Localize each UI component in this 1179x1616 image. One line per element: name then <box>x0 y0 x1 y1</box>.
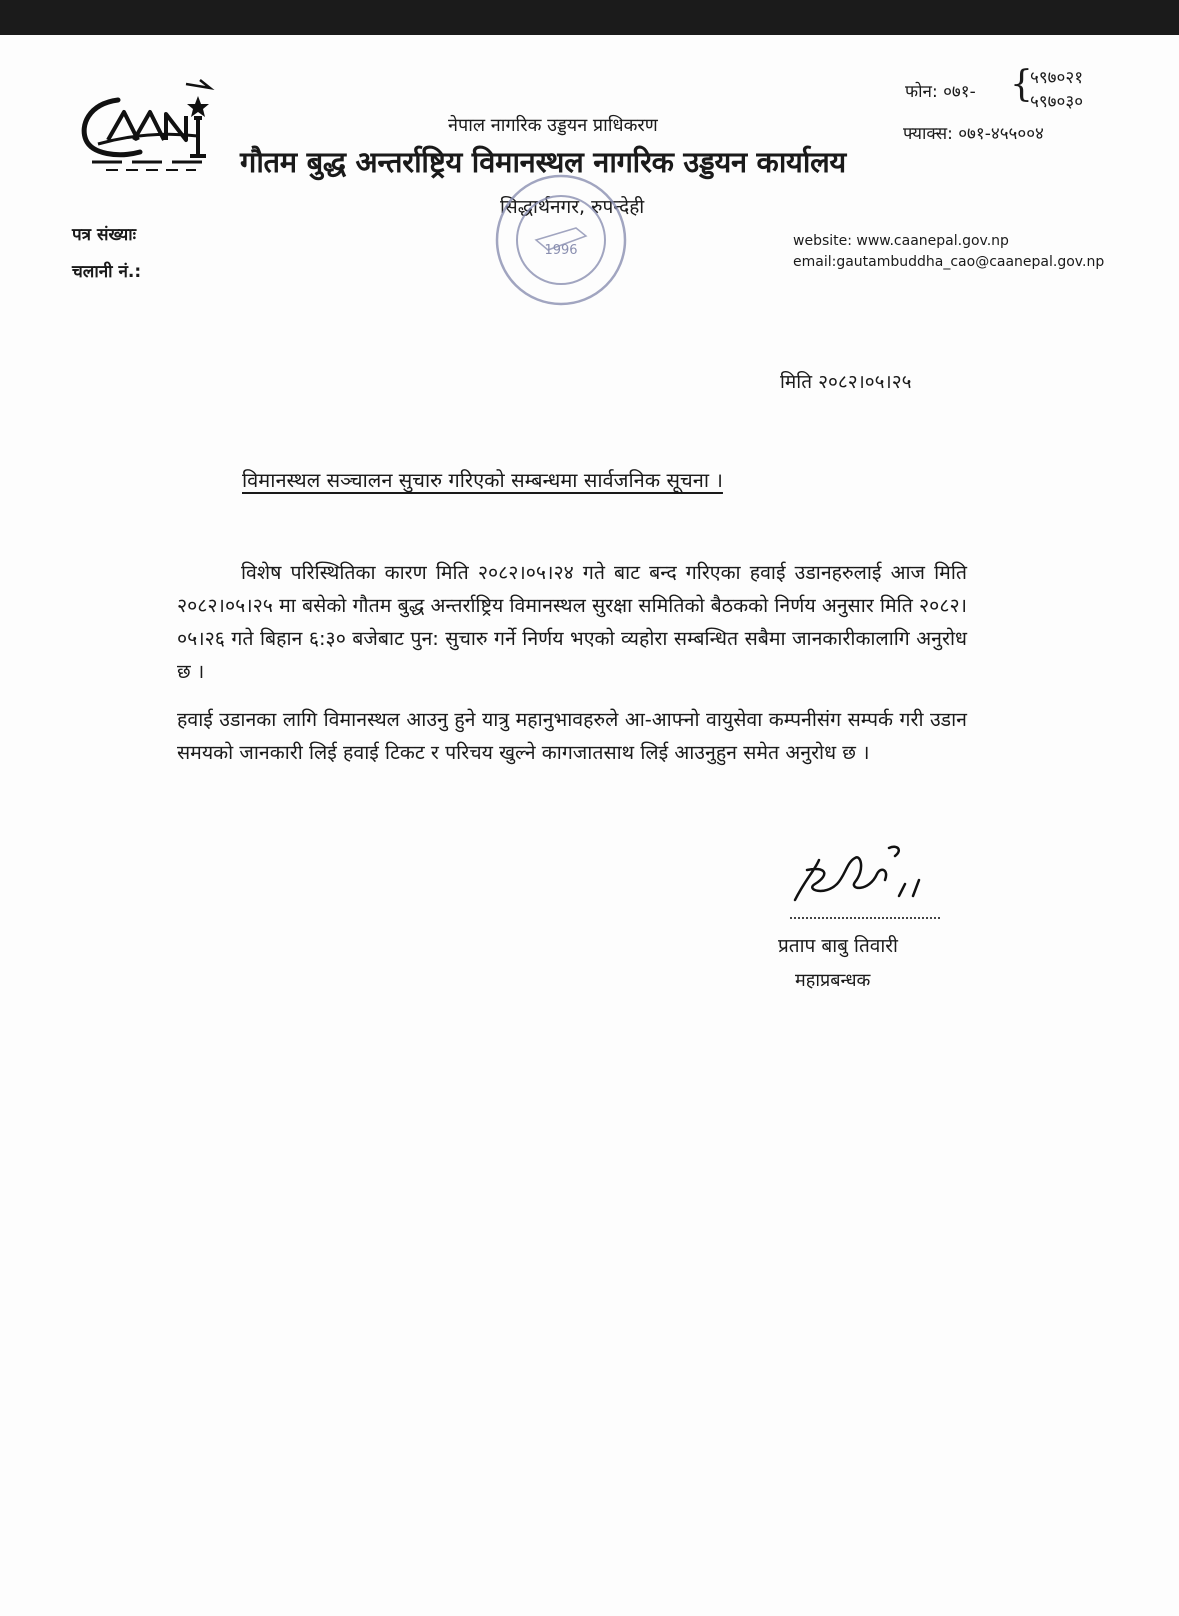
email-link[interactable]: email:gautambuddha_cao@caanepal.gov.np <box>793 254 1105 270</box>
signer-designation: महाप्रबन्धक <box>795 970 871 991</box>
letter-subject: विमानस्थल सञ्चालन सुचारु गरिएको सम्बन्धमा सार्वजनिक सूचना । <box>242 468 723 492</box>
website-link[interactable]: website: www.caanepal.gov.np <box>793 233 1009 249</box>
signature-line <box>790 917 940 919</box>
phone-label: फोन: ०७१- <box>905 82 976 102</box>
seal-year: 1996 <box>544 243 578 258</box>
top-status-bar <box>0 0 1179 35</box>
phone-number-1: ५९७०२१ <box>1030 68 1084 88</box>
fax-number: फ्याक्स: ०७१-४५५००४ <box>903 124 1044 144</box>
phone-brace: { <box>1010 64 1033 105</box>
dispatch-number-label: चलानी नं.: <box>72 262 142 282</box>
caan-logo-icon <box>78 78 228 178</box>
official-seal-icon <box>476 170 646 320</box>
letter-number-label: पत्र संख्याः <box>72 225 137 245</box>
office-name: गौतम बुद्ध अन्तर्राष्ट्रिय विमानस्थल नागरिक उड्डयन कार्यालय <box>240 145 846 179</box>
authority-name: नेपाल नागरिक उड्डयन प्राधिकरण <box>448 115 658 136</box>
letter-date: मिति २०८२।०५।२५ <box>780 371 912 393</box>
handwritten-signature <box>785 840 945 920</box>
body-paragraph-1: विशेष परिस्थितिका कारण मिति २०८२।०५।२४ गते बाट बन्द गरिएका हवाई उडानहरुलाई आज मिति २०८२।०५।२५ मा बसेको गौतम बुद्ध अन्तर्राष्ट्रिय विमानस्थल सुरक्षा समितिको बैठकको निर्णय अनुसार मिति २०८२।०५।२६ गते बिहान ६:३० बजेबाट पुन: सुचारु गर्ने निर्णय भएको व्यहोरा सम्बन्धित सबैमा जानकारीकालागि अनुरोध छ । <box>177 561 967 683</box>
signer-name: प्रताप बाबु तिवारी <box>778 935 898 957</box>
body-paragraph-2: हवाई उडानका लागि विमानस्थल आउनु हुने यात्रु महानुभावहरुले आ-आफ्नो वायुसेवा कम्पनीसंग सम्पर्क गरी उडान समयको जानकारी लिई हवाई टिकट र परिचय खुल्ने कागजातसाथ लिई आउनुहुन समेत अनुरोध छ । <box>177 708 967 764</box>
phone-number-2: ५९७०३० <box>1030 92 1084 112</box>
office-location: सिद्धार्थनगर, रुपन्देही <box>500 196 645 218</box>
